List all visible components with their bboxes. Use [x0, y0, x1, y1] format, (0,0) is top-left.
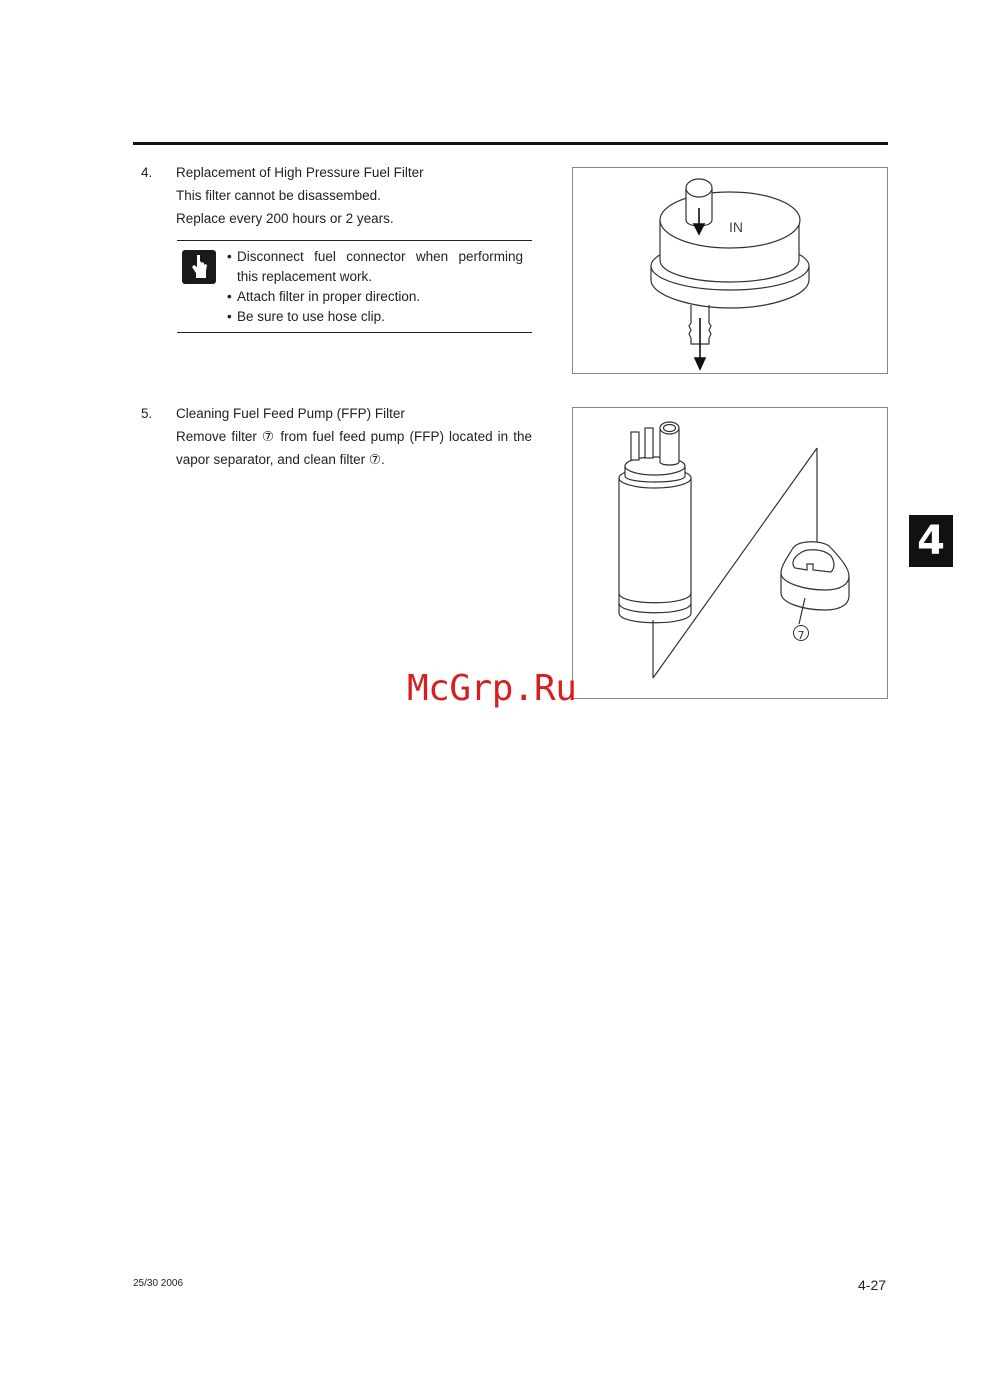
section-text-line: Replace every 200 hours or 2 years. — [176, 211, 394, 226]
callout-7-label: 7 — [797, 629, 805, 642]
section-4 — [0, 161, 560, 241]
fuel-feed-pump-drawing — [573, 408, 887, 698]
page-number: 4-27 — [858, 1277, 887, 1293]
chapter-tab: 4 — [909, 515, 953, 567]
section-number: 4. — [141, 165, 153, 180]
section-text-line: This filter cannot be disassembed. — [176, 188, 381, 203]
note-text: Attach filter in proper direction. — [237, 289, 421, 304]
callout-reference: ⑦ — [261, 429, 276, 445]
section-number: 5. — [141, 406, 153, 421]
note-text: this replacement work. — [237, 269, 373, 284]
note-text: Be sure to use hose clip. — [237, 309, 385, 324]
fuel-filter-drawing — [573, 168, 887, 373]
note-text: Disconnect fuel connector when performing — [237, 249, 523, 264]
note-item-continued — [227, 267, 523, 287]
section-text-line: vapor separator, and clean filter ⑦. — [176, 452, 385, 468]
fuel-feed-pump-figure — [572, 407, 888, 699]
flow-in-label: IN — [729, 219, 743, 235]
section-title: Cleaning Fuel Feed Pump (FFP) Filter — [176, 406, 405, 421]
note-item: • Disconnect fuel connector when performing — [227, 247, 523, 267]
footer-model-year: 25/30 2006 — [133, 1278, 184, 1289]
note-list — [227, 247, 523, 327]
header-rule — [133, 142, 888, 145]
section-5 — [0, 402, 560, 482]
pointing-hand-icon — [182, 250, 216, 284]
fuel-filter-figure — [572, 167, 888, 374]
note-item: • Attach filter in proper direction. — [227, 287, 523, 307]
note-box — [177, 240, 532, 333]
section-text-line: Remove filter ⑦ from fuel feed pump (FFP) located in the — [176, 429, 532, 445]
section-title: Replacement of High Pressure Fuel Filter — [176, 165, 424, 180]
note-item: • Be sure to use hose clip. — [227, 307, 523, 327]
watermark: McGrp.Ru — [407, 668, 577, 709]
callout-reference: ⑦ — [368, 452, 381, 468]
